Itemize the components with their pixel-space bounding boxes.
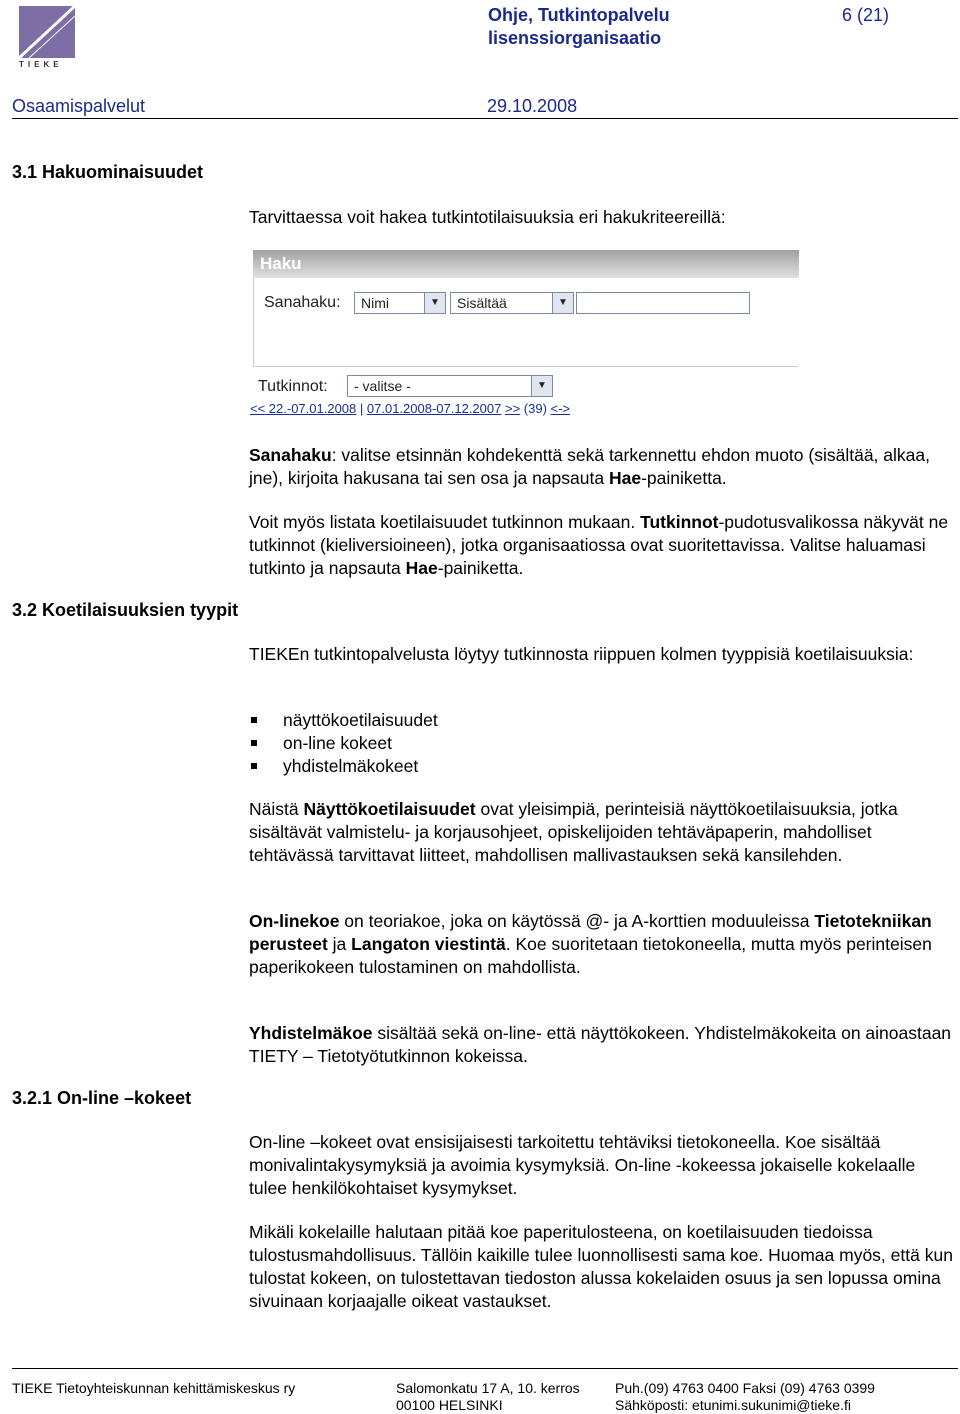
- list-item-label: yhdistelmäkokeet: [283, 756, 419, 776]
- text-run: : valitse etsinnän kohdekenttä sekä tarkennettu ehdon muoto (sisältää, alkaa, jne), kirjoita hakusana tai sen osa ja napsauta: [249, 445, 930, 488]
- chevron-down-icon: ▼: [552, 293, 573, 313]
- footer-phone: Puh.(09) 4763 0400 Faksi (09) 4763 0399: [615, 1380, 875, 1396]
- field-select[interactable]: [354, 292, 446, 314]
- bold-term: Yhdistelmäkoe: [249, 1023, 373, 1043]
- bold-term: On-linekoe: [249, 911, 340, 931]
- text-run: -painiketta.: [437, 558, 524, 578]
- title-line-2: lisenssiorganisaatio: [488, 28, 662, 48]
- footer-org: TIEKE Tietoyhteiskunnan kehittämiskeskus ry: [12, 1380, 296, 1396]
- search-panel-title: Haku: [260, 254, 302, 273]
- sanahaku-paragraph: [249, 444, 955, 490]
- current-range-link[interactable]: 07.01.2008-07.12.2007: [366, 401, 502, 416]
- tieke-logo: [19, 6, 75, 58]
- bold-term: Sanahaku: [249, 445, 332, 465]
- text-run: ja: [327, 934, 352, 954]
- bold-term: Tietotekniikan perusteet: [249, 911, 932, 954]
- search-panel-body: [253, 278, 798, 367]
- heading-3-2-1: 3.2.1 On-line –kokeet: [12, 1088, 192, 1108]
- footer-contact: [615, 1380, 875, 1414]
- online-paragraph: [249, 910, 955, 979]
- paperi-paragraph: Mikäli kokelaille halutaan pitää koe paperitulosteena, on koetilaisuuden tiedoissa tulostusmahdollisuus. Tällöin kaikille tulee luonnollisesti sama koe. Huomaa myös, että kun tulostat kokeen, on tulostettavan tiedoston alussa kokelaiden osuus ja sen lopussa omina sivuinaan korjaajalle oikeat vastaukset.: [249, 1222, 953, 1311]
- department: Osaamispalvelut: [12, 96, 146, 116]
- heading-3-1: 3.1 Hakuominaisuudet: [12, 162, 204, 182]
- text-run: . Koe suoritetaan tietokoneella, mutta myös perinteisen paperikokeen tulostaminen on mahdollista.: [249, 934, 932, 977]
- header-divider: [12, 118, 958, 119]
- operator-select[interactable]: [450, 292, 574, 314]
- heading-3-2: 3.2 Koetilaisuuksien tyypit: [12, 600, 239, 620]
- intro-text: Tarvittaessa voit hakea tutkintotilaisuuksia eri hakukriteereillä:: [249, 207, 726, 227]
- bold-term: Näyttökoetilaisuudet: [303, 799, 476, 819]
- tutkinnot-label: Tutkinnot:: [258, 378, 328, 395]
- title-line-1: Ohje, Tutkintopalvelu: [488, 5, 670, 25]
- bold-term: Hae: [405, 558, 438, 578]
- listata-paragraph: [249, 511, 955, 580]
- tutkinnot-select[interactable]: [347, 375, 553, 397]
- logo-text: TIEKE: [19, 60, 63, 69]
- sanahaku-label: Sanahaku:: [264, 294, 341, 311]
- result-count: (39): [523, 401, 547, 416]
- footer-city: 00100 HELSINKI: [396, 1397, 503, 1413]
- yhdistelma-paragraph: [249, 1022, 955, 1068]
- footer-address: [396, 1380, 580, 1414]
- text-run: -painiketta.: [641, 468, 727, 488]
- tutkinnot-select-value: - valitse -: [354, 378, 411, 394]
- next-range-link[interactable]: >>: [504, 401, 521, 416]
- tyypit-paragraph: TIEKEn tutkintopalvelusta löytyy tutkinnosta riippuen kolmen tyyppisiä koetilaisuuksia:: [249, 644, 914, 664]
- field-select-value: Nimi: [361, 295, 389, 311]
- footer-street: Salomonkatu 17 A, 10. kerros: [396, 1380, 580, 1396]
- footer-email: Sähköposti: etunimi.sukunimi@tieke.fi: [615, 1397, 851, 1413]
- list-item: [249, 755, 955, 778]
- text-run: ovat yleisimpiä, perinteisiä näyttökoetilaisuuksia, jotka sisältävät valmistelu- ja korjausohjeet, opiskelijoiden tehtäväpaperin, mahdolliset tehtävässä tarvittavat liitteet, mahdollisen mallivastauksen sekä kansilehden.: [249, 799, 898, 865]
- page-number: 6 (21): [842, 5, 890, 25]
- list-item: [249, 732, 955, 755]
- document-date: 29.10.2008: [487, 96, 578, 116]
- search-screenshot: [250, 250, 799, 420]
- text-run: on teoriakoe, joka on käytössä @- ja A-korttien moduuleissa: [339, 911, 815, 931]
- text-run: sisältää sekä on-line- että näyttökokeen. Yhdistelmäkokeita on ainoastaan TIETY – Tietotyötutkinnon kokeissa.: [249, 1023, 952, 1066]
- text-run: -pudotusvalikossa näkyvät ne tutkinnot (kieliversioineen), jotka organisaatiossa ovat suoritettavissa. Valitse haluamasi tutkinto ja napsauta: [249, 512, 949, 578]
- test-type-list: [249, 709, 955, 778]
- bold-term: Tutkinnot: [640, 512, 719, 532]
- online-kokeet-paragraph: On-line –kokeet ovat ensisijaisesti tarkoitettu tehtäviksi tietokoneella. Koe sisältää monivalintakysymyksiä ja avoimia kysymyksiä. On-line -kokeessa jokaiselle kokelaalle tulee henkilökohtaiset kysymykset.: [249, 1132, 916, 1198]
- chevron-down-icon: ▼: [424, 293, 445, 313]
- tieke-logo-mark: [19, 6, 75, 58]
- result-navigation: << 22.-07.01.2008 | 07.01.2008-07.12.2007 >> (39) <->: [250, 401, 571, 416]
- list-item-label: näyttökoetilaisuudet: [283, 710, 438, 730]
- text-run: Näistä: [249, 799, 304, 819]
- bold-term: Hae: [608, 468, 642, 488]
- bullet-icon: [251, 740, 257, 746]
- text-run: Voit myös listata koetilaisuudet tutkinnon mukaan.: [249, 512, 641, 532]
- prev-range-link[interactable]: << 22.-07.01.2008: [250, 401, 357, 416]
- chevron-down-icon: ▼: [531, 376, 552, 396]
- operator-select-value: Sisältää: [457, 295, 507, 311]
- extra-link[interactable]: <->: [550, 401, 571, 416]
- list-item-label: on-line kokeet: [283, 733, 392, 753]
- search-input[interactable]: [576, 292, 750, 314]
- search-panel-header: [253, 250, 799, 278]
- bullet-icon: [251, 763, 257, 769]
- document-title: [488, 4, 670, 50]
- bullet-icon: [251, 717, 257, 723]
- bold-term: Langaton viestintä: [351, 934, 506, 954]
- list-item: [249, 709, 955, 732]
- footer-divider: [12, 1368, 958, 1369]
- naytto-paragraph: [249, 798, 955, 867]
